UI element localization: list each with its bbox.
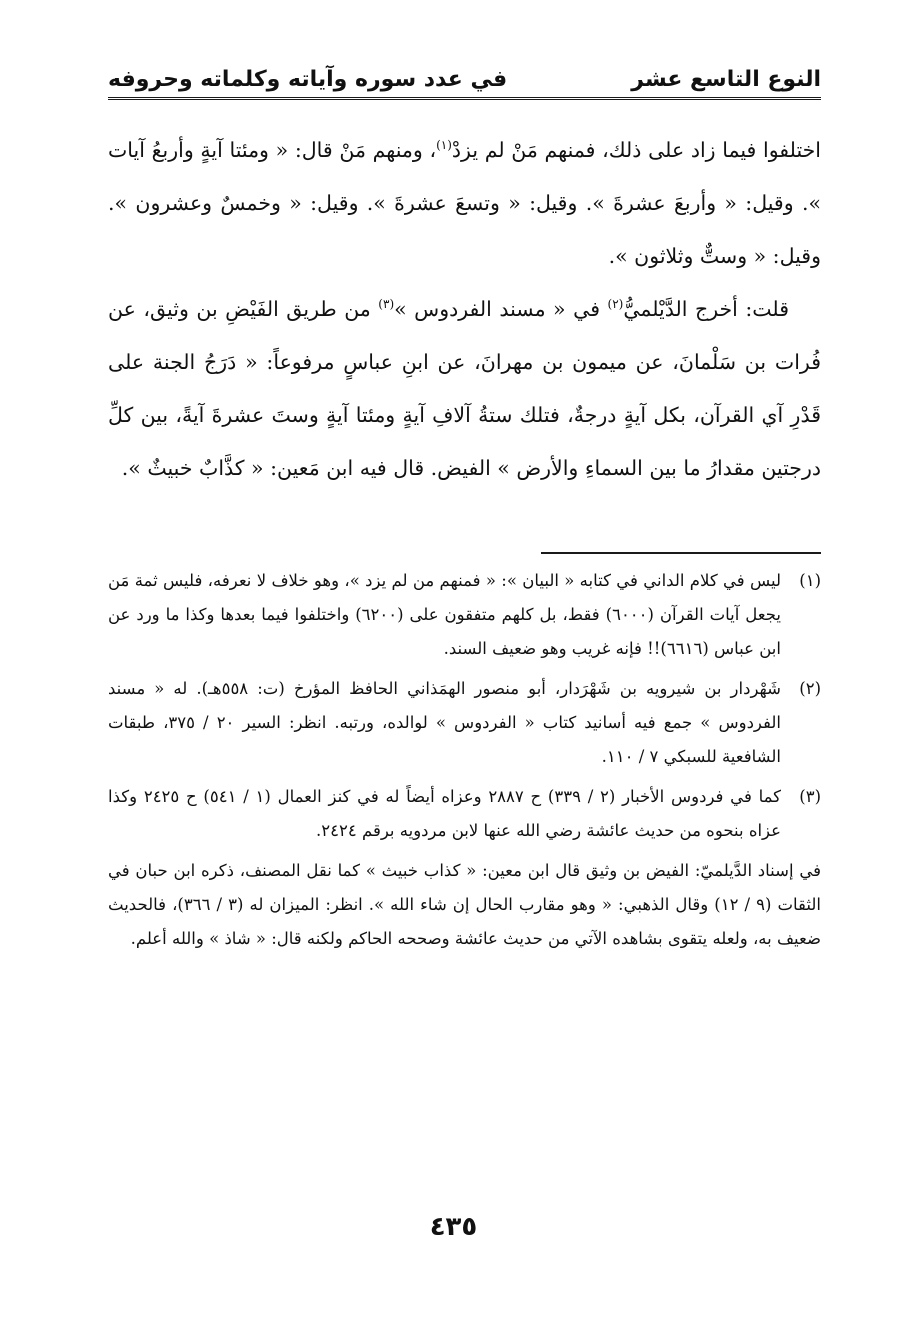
footnote-2-text: شَهْردار بن شيرويه بن شَهْرَدار، أبو منصور الهمَذاني الحافظ المؤرخ (ت: ٥٥٨هـ). له « مسند الفردوس » جمع فيه أسانيد كتاب « الفردوس » لوالده، ورتبه. انظر: السير ٢٠ / ٣٧٥، طبقات الشافعية للسبكي ٧ / ١١٠.: [108, 679, 781, 766]
footnote-ref-2: (٢): [607, 297, 624, 312]
paragraph-2: [108, 283, 821, 495]
footnote-3: [108, 780, 821, 848]
footnote-ref-3: (٣): [378, 297, 395, 312]
footnote-1: [108, 564, 821, 666]
footnote-3-continuation: [108, 854, 821, 956]
section-title: في عدد سوره وآياته وكلماته وحروفه: [108, 66, 508, 92]
footnote-1-number: (١): [799, 571, 821, 590]
paragraph-1-text-b: ، ومنهم مَنْ قال: « ومئتا آيةٍ وأربعُ آيات ». وقيل: « وأربعَ عشرةَ ». وقيل: « وتسعَ عشرةَ ». وقيل: « وخمسٌ وعشرون ». وقيل: « وستٌّ وثلاثون ».: [108, 138, 821, 268]
paragraph-2-text-b: في « مسند الفردوس »: [394, 297, 608, 321]
footnote-2: [108, 672, 821, 774]
footnote-3-continuation-text: في إسناد الدَّيلميّ: الفيض بن وثيق قال ابن معين: « كذاب خبيث » كما نقل المصنف، ذكره ابن حبان في الثقات (٩ / ١٢) وقال الذهبي: « وهو مقارب الحال إن شاء الله ». انظر: الميزان له (٣ / ٣٦٦)، فالحديث ضعيف به، ولعله يتقوى بشاهده الآتي من حديث عائشة وصححه الحاكم ولكنه قال: « شاذ » والله أعلم.: [108, 861, 821, 948]
page-number: ٤٣٥: [429, 1212, 478, 1242]
main-text: [108, 124, 821, 495]
running-header: [108, 52, 821, 100]
footnote-1-text: ليس في كلام الداني في كتابه « البيان »: « فمنهم من لم يزد »، وهو خلاف لا نعرفه، فليس ثمة مَن يجعل آيات القرآن (٦٠٠٠) فقط، بل كلهم متفقون على (٦٢٠٠) واختلفوا فيما بعدها وكذا ما ورد عن ابن عباس (٦٦١٦)!! فإنه غريب وهو ضعيف السند.: [108, 571, 781, 658]
footnote-2-number: (٢): [799, 679, 821, 698]
paragraph-1: [108, 124, 821, 283]
footnote-separator: [541, 552, 821, 554]
paragraph-2-text-c: من طريق الفَيْضِ بن وثيق، عن فُرات بن سَلْمانَ، عن ميمون بن مهرانَ، عن ابنِ عباسٍ مرفوعاً: « دَرَجُ الجنة على قَدْرِ آي القرآن، بكل آيةٍ درجةٌ، فتلك ستةُ آلافِ آيةٍ ومئتا آيةٍ وستَ عشرةَ آيةً، بين كلِّ درجتين مقدارُ ما بين السماءِ والأرض » الفيض. قال فيه ابن مَعين: « كذَّابٌ خبيثٌ ».: [108, 297, 821, 480]
paragraph-2-text-a: قلت: أخرج الدَّيْلميُّ: [623, 297, 789, 321]
footnote-3-text: كما في فردوس الأخبار (٢ / ٣٣٩) ح ٢٨٨٧ وعزاه أيضاً له في كنز العمال (١ / ٥٤١) ح ٢٤٢٥ وكذا عزاه بنحوه من حديث عائشة رضي الله عنها لابن مردويه برقم ٢٤٢٤.: [108, 787, 781, 840]
footnote-3-number: (٣): [799, 787, 821, 806]
paragraph-1-text-a: اختلفوا فيما زاد على ذلك، فمنهم مَنْ لم يزدْ: [451, 138, 821, 162]
footnote-ref-1: (١): [436, 138, 452, 153]
footnotes: [108, 564, 821, 962]
chapter-title: النوع التاسع عشر: [631, 66, 821, 92]
